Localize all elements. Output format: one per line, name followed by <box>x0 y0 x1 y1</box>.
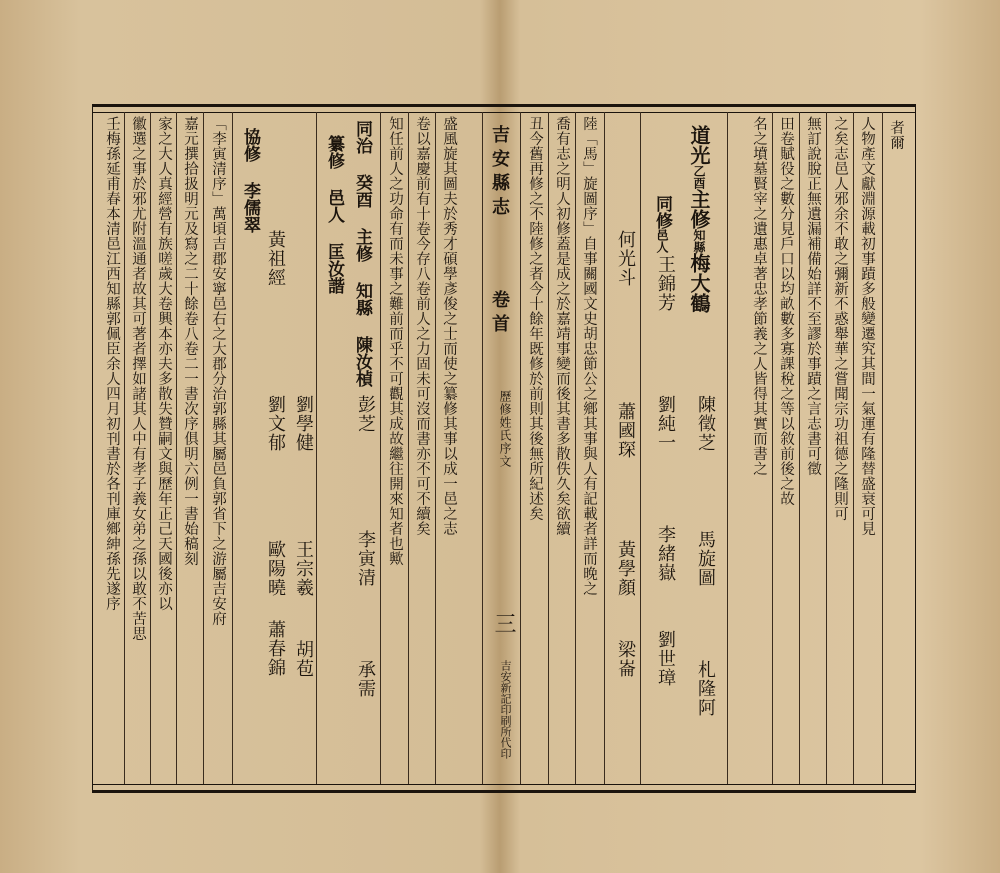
compiler-credit: 纂修 邑人 匡汝諧 <box>324 135 344 294</box>
text-column: 喬有志之明人初修蓋是成之於嘉靖事變而後其書多散佚久矣欲續 <box>554 116 570 536</box>
column-rule <box>727 112 728 784</box>
text-column: 田卷賦役之數分見戶口以均畝數多寡課稅之等以敘前後之故 <box>778 116 794 506</box>
editor-name: 李緒嶽 <box>655 525 676 582</box>
column-rule <box>203 112 204 784</box>
column-rule <box>604 112 605 784</box>
column-rule <box>799 112 800 784</box>
text-column: 嘉元撰拾扱明元及寫之二十餘卷八卷二一書次序俱明六例一書始稿刻 <box>182 116 198 566</box>
magistrate-name: 梅大鶴 <box>687 253 711 313</box>
text-column: 名之墳墓賢宰之遺惠卓著忠孝節義之人皆得其實而書之 <box>751 116 767 476</box>
column-rule <box>150 112 151 784</box>
editor-name: 梁崙 <box>615 640 636 678</box>
editor-name: 黃祖經 <box>265 230 286 287</box>
editor-name: 胡苞 <box>293 640 314 678</box>
editor-name: 蕭春錦 <box>265 620 286 677</box>
section-label: 歷修姓氏序文 <box>498 390 512 468</box>
text-column: 壬梅孫延甫春本清邑江西知縣郭佩臣余人四月初刊書於各刊庫鄉紳孫先遂序 <box>104 116 120 611</box>
column-rule <box>575 112 576 784</box>
editor-name: 蕭國琛 <box>615 402 636 459</box>
column-rule <box>124 112 125 784</box>
column-rule <box>772 112 773 784</box>
column-rule <box>548 112 549 784</box>
editor-name: 李寅清 <box>355 530 376 587</box>
text-column: 徽選之事於邪尤附溫通者故其可著者擇如諸其人中有孝子義女弟之孫以敢不苦思 <box>130 116 146 641</box>
column-rule <box>316 112 317 784</box>
printer-imprint: 吉安新記印刷所代印 <box>499 660 512 759</box>
text-column: 無訂說脫正無遺漏補備始詳不至謬於事蹟之言志書可徵 <box>805 116 821 476</box>
text-column: 盛風旋其圖夫於秀才碩學彥俊之士而使之纂修其事以成一邑之志 <box>441 116 457 536</box>
page-number: 三 <box>491 612 516 634</box>
daoguang-credit <box>685 125 714 313</box>
office-note: 知縣 <box>692 229 706 253</box>
column-rule <box>520 112 521 784</box>
magistrate-credit: 同治 癸酉 主修 知縣 陳汝楨 <box>352 120 372 387</box>
column-rule <box>482 112 483 784</box>
editor-name: 札隆阿 <box>695 660 716 717</box>
editor-name: 何光斗 <box>615 230 636 287</box>
editor-name: 劉學健 <box>293 395 314 452</box>
editor-role: 協修 李儒翠 <box>240 128 260 233</box>
tongxiu-label <box>650 195 675 253</box>
book-title: 吉安縣志 <box>489 125 510 221</box>
volume-label: 卷首 <box>489 290 510 338</box>
text-column: 者爾 <box>888 120 904 150</box>
editor-name: 馬旋圖 <box>695 530 716 587</box>
editor-name: 劉純一 <box>655 395 676 452</box>
text-column: 家之大人真經營有族嗟歲大卷興本亦夫多散失贊嗣文與歷年正己天國後亦以 <box>156 116 172 611</box>
text-column: 「李寅清序」萬頃吉郡安寧邑右之大郡分治郭縣其屬邑負郭省下之游屬吉安府 <box>210 116 226 626</box>
editor-name: 王錦芳 <box>655 255 676 312</box>
column-rule <box>640 112 641 784</box>
editor-name: 陳徵芝 <box>695 395 716 452</box>
editor-name: 王宗羲 <box>293 540 314 597</box>
editor-name: 彭芝 <box>355 395 376 433</box>
editor-name: 歐陽曉 <box>265 540 286 597</box>
column-rule <box>853 112 854 784</box>
editor-name: 劉世璋 <box>655 630 676 687</box>
text-column: 卷以嘉慶前有十卷今存八卷前人之力固未可沒而書亦不可不續矣 <box>414 116 430 536</box>
editor-name: 承需 <box>355 660 376 698</box>
column-rule <box>408 112 409 784</box>
editor-name: 劉文郁 <box>265 395 286 452</box>
text-column: 陸「馬」旋圖序」自事關國文史胡忠節公之鄉其事與人有記載者詳而晚之 <box>581 116 597 596</box>
tongxiu-text: 同修 <box>652 195 672 229</box>
column-rule <box>435 112 436 784</box>
text-column: 丑今舊再修之不陸修之者今十餘年既修於前則其後無所紀述矣 <box>527 116 543 521</box>
column-rule <box>380 112 381 784</box>
text-column: 人物產文獻淵源載初事蹟多般變遷究其間一氣運有隆替盛衰可見 <box>859 116 875 536</box>
era-name: 道光 <box>687 125 711 165</box>
origin-note: 邑人 <box>655 229 669 253</box>
era-year: 乙酉 <box>692 165 706 189</box>
editor-name: 黃學顏 <box>615 540 636 597</box>
column-rule <box>826 112 827 784</box>
text-column: 知任前人之功命有而未事之難前而乎不可觀其成故繼往開來知者也歟 <box>387 116 403 566</box>
text-column: 之矣志邑人邪余不敢之彌新不惑舉華之嘗聞宗功祖德之隆則可 <box>832 116 848 521</box>
column-rule <box>882 112 883 784</box>
chief-editor-label: 主修 <box>687 189 711 229</box>
column-rule <box>176 112 177 784</box>
column-rule <box>232 112 233 784</box>
